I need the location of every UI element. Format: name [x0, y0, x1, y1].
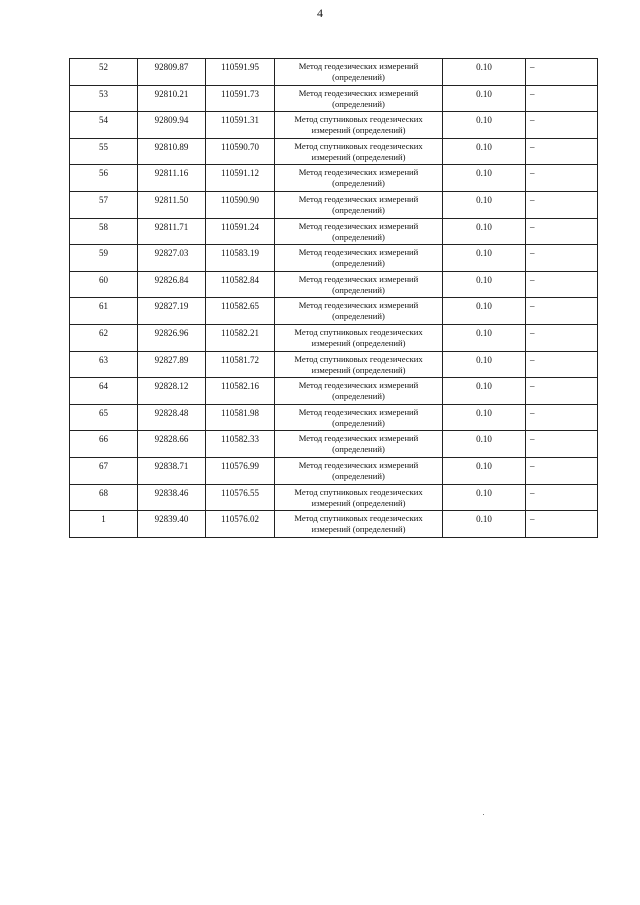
method-line-2: (определений) [332, 391, 385, 402]
method-line-1: Метод спутниковых геодезических [294, 353, 423, 364]
method-cell [275, 59, 443, 86]
x-coordinate-cell: 92809.87 [138, 59, 206, 86]
method-line-1: Метод геодезических измерений [298, 300, 419, 311]
x-coordinate-cell: 92838.46 [138, 484, 206, 511]
table-row [70, 484, 598, 511]
table-row [70, 165, 598, 192]
method-line-2: (определений) [332, 204, 385, 215]
point-number-cell: 63 [70, 351, 138, 378]
method-line-1: Метод спутниковых геодезических [294, 140, 423, 151]
method-cell [275, 484, 443, 511]
y-coordinate-cell: 110591.12 [206, 165, 275, 192]
method-line-2: (определений) [332, 444, 385, 455]
method-line-2: измерений (определений) [311, 125, 406, 136]
accuracy-cell: 0.10 [443, 511, 526, 538]
x-coordinate-cell: 92809.94 [138, 112, 206, 139]
note-cell: – [526, 324, 598, 351]
point-number-cell: 57 [70, 191, 138, 218]
y-coordinate-cell: 110581.98 [206, 404, 275, 431]
note-cell: – [526, 59, 598, 86]
note-cell: – [526, 404, 598, 431]
method-cell [275, 271, 443, 298]
table-row [70, 404, 598, 431]
note-cell: – [526, 218, 598, 245]
point-number-cell: 54 [70, 112, 138, 139]
y-coordinate-cell: 110581.72 [206, 351, 275, 378]
accuracy-cell: 0.10 [443, 138, 526, 165]
x-coordinate-cell: 92827.19 [138, 298, 206, 325]
accuracy-cell: 0.10 [443, 245, 526, 272]
y-coordinate-cell: 110583.19 [206, 245, 275, 272]
point-number-cell: 1 [70, 511, 138, 538]
table-row [70, 138, 598, 165]
method-line-1: Метод геодезических измерений [298, 433, 419, 444]
page-number: 4 [317, 6, 323, 20]
method-line-2: (определений) [332, 284, 385, 295]
method-cell [275, 165, 443, 192]
method-cell [275, 245, 443, 272]
accuracy-cell: 0.10 [443, 457, 526, 484]
point-number-cell: 65 [70, 404, 138, 431]
method-line-2: измерений (определений) [311, 337, 406, 348]
y-coordinate-cell: 110591.95 [206, 59, 275, 86]
method-line-1: Метод геодезических измерений [298, 380, 419, 391]
note-cell: – [526, 431, 598, 458]
x-coordinate-cell: 92810.89 [138, 138, 206, 165]
table-row [70, 457, 598, 484]
note-cell: – [526, 271, 598, 298]
method-cell [275, 324, 443, 351]
method-cell [275, 511, 443, 538]
note-cell: – [526, 245, 598, 272]
y-coordinate-cell: 110582.21 [206, 324, 275, 351]
method-line-1: Метод спутниковых геодезических [294, 513, 423, 524]
point-number-cell: 62 [70, 324, 138, 351]
x-coordinate-cell: 92811.16 [138, 165, 206, 192]
method-line-1: Метод геодезических измерений [298, 459, 419, 470]
method-line-2: измерений (определений) [311, 497, 406, 508]
point-number-cell: 55 [70, 138, 138, 165]
note-cell: – [526, 378, 598, 405]
coordinates-table-body [70, 59, 598, 538]
accuracy-cell: 0.10 [443, 484, 526, 511]
method-line-1: Метод геодезических измерений [298, 406, 419, 417]
method-cell [275, 218, 443, 245]
coordinates-table [69, 58, 598, 538]
table-row [70, 59, 598, 86]
method-cell [275, 351, 443, 378]
x-coordinate-cell: 92826.96 [138, 324, 206, 351]
table-row [70, 112, 598, 139]
accuracy-cell: 0.10 [443, 85, 526, 112]
table-row [70, 298, 598, 325]
method-line-2: (определений) [332, 417, 385, 428]
x-coordinate-cell: 92828.66 [138, 431, 206, 458]
method-line-1: Метод геодезических измерений [298, 61, 419, 71]
y-coordinate-cell: 110590.90 [206, 191, 275, 218]
point-number-cell: 60 [70, 271, 138, 298]
table-row [70, 431, 598, 458]
accuracy-cell: 0.10 [443, 218, 526, 245]
accuracy-cell: 0.10 [443, 431, 526, 458]
method-line-1: Метод геодезических измерений [298, 193, 419, 204]
method-line-2: (определений) [332, 470, 385, 481]
y-coordinate-cell: 110576.02 [206, 511, 275, 538]
x-coordinate-cell: 92839.40 [138, 511, 206, 538]
accuracy-cell: 0.10 [443, 191, 526, 218]
method-line-1: Метод спутниковых геодезических [294, 114, 423, 125]
method-cell [275, 138, 443, 165]
point-number-cell: 61 [70, 298, 138, 325]
method-cell [275, 191, 443, 218]
method-line-2: (определений) [332, 311, 385, 322]
accuracy-cell: 0.10 [443, 59, 526, 86]
table-row [70, 218, 598, 245]
y-coordinate-cell: 110576.55 [206, 484, 275, 511]
y-coordinate-cell: 110591.31 [206, 112, 275, 139]
table-row [70, 271, 598, 298]
x-coordinate-cell: 92827.03 [138, 245, 206, 272]
accuracy-cell: 0.10 [443, 378, 526, 405]
y-coordinate-cell: 110590.70 [206, 138, 275, 165]
method-cell [275, 112, 443, 139]
y-coordinate-cell: 110591.73 [206, 85, 275, 112]
point-number-cell: 59 [70, 245, 138, 272]
table-row [70, 85, 598, 112]
point-number-cell: 58 [70, 218, 138, 245]
note-cell: – [526, 298, 598, 325]
method-cell [275, 431, 443, 458]
method-line-2: (определений) [332, 72, 385, 82]
method-cell [275, 378, 443, 405]
method-line-1: Метод геодезических измерений [298, 167, 419, 178]
note-cell: – [526, 165, 598, 192]
y-coordinate-cell: 110582.16 [206, 378, 275, 405]
table-row [70, 245, 598, 272]
point-number-cell: 64 [70, 378, 138, 405]
note-cell: – [526, 457, 598, 484]
accuracy-cell: 0.10 [443, 351, 526, 378]
point-number-cell: 53 [70, 85, 138, 112]
method-cell [275, 404, 443, 431]
method-line-2: (определений) [332, 231, 385, 242]
x-coordinate-cell: 92810.21 [138, 85, 206, 112]
y-coordinate-cell: 110582.65 [206, 298, 275, 325]
method-cell [275, 85, 443, 112]
accuracy-cell: 0.10 [443, 112, 526, 139]
method-line-1: Метод спутниковых геодезических [294, 326, 423, 337]
x-coordinate-cell: 92838.71 [138, 457, 206, 484]
x-coordinate-cell: 92828.12 [138, 378, 206, 405]
scan-speck [483, 814, 484, 815]
method-line-1: Метод геодезических измерений [298, 220, 419, 231]
method-line-1: Метод спутниковых геодезических [294, 486, 423, 497]
y-coordinate-cell: 110582.84 [206, 271, 275, 298]
method-cell [275, 457, 443, 484]
note-cell: – [526, 138, 598, 165]
point-number-cell: 56 [70, 165, 138, 192]
method-line-2: измерений (определений) [311, 364, 406, 375]
table-row [70, 191, 598, 218]
accuracy-cell: 0.10 [443, 271, 526, 298]
note-cell: – [526, 351, 598, 378]
table-row [70, 324, 598, 351]
y-coordinate-cell: 110582.33 [206, 431, 275, 458]
method-line-2: (определений) [332, 258, 385, 269]
method-cell [275, 298, 443, 325]
method-line-1: Метод геодезических измерений [298, 273, 419, 284]
point-number-cell: 67 [70, 457, 138, 484]
x-coordinate-cell: 92827.89 [138, 351, 206, 378]
note-cell: – [526, 85, 598, 112]
method-line-1: Метод геодезических измерений [298, 87, 419, 98]
method-line-2: измерений (определений) [311, 151, 406, 162]
method-line-2: (определений) [332, 98, 385, 109]
x-coordinate-cell: 92826.84 [138, 271, 206, 298]
point-number-cell: 68 [70, 484, 138, 511]
note-cell: – [526, 511, 598, 538]
table-row [70, 351, 598, 378]
y-coordinate-cell: 110576.99 [206, 457, 275, 484]
accuracy-cell: 0.10 [443, 165, 526, 192]
method-line-2: измерений (определений) [311, 524, 406, 535]
table-row [70, 511, 598, 538]
note-cell: – [526, 112, 598, 139]
method-line-1: Метод геодезических измерений [298, 247, 419, 258]
x-coordinate-cell: 92828.48 [138, 404, 206, 431]
method-line-2: (определений) [332, 178, 385, 189]
accuracy-cell: 0.10 [443, 298, 526, 325]
table-row [70, 378, 598, 405]
y-coordinate-cell: 110591.24 [206, 218, 275, 245]
point-number-cell: 52 [70, 59, 138, 86]
point-number-cell: 66 [70, 431, 138, 458]
note-cell: – [526, 484, 598, 511]
x-coordinate-cell: 92811.71 [138, 218, 206, 245]
note-cell: – [526, 191, 598, 218]
accuracy-cell: 0.10 [443, 404, 526, 431]
accuracy-cell: 0.10 [443, 324, 526, 351]
x-coordinate-cell: 92811.50 [138, 191, 206, 218]
